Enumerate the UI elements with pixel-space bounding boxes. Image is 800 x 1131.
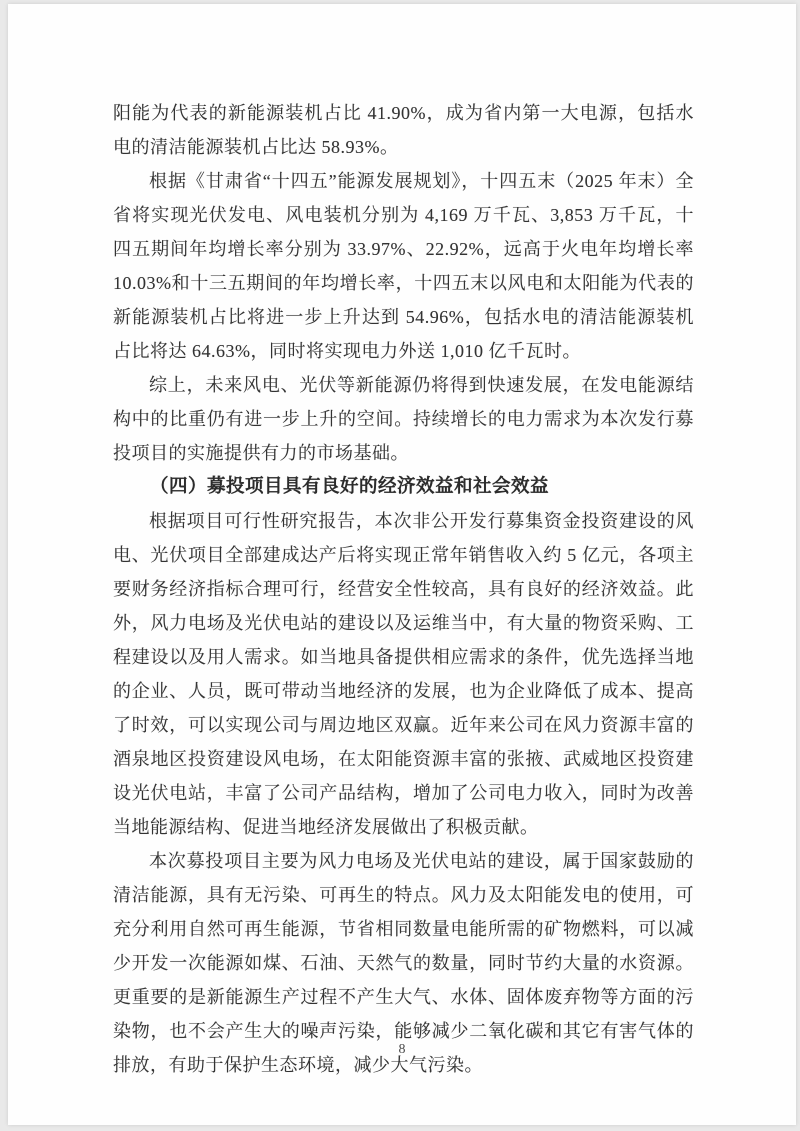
paragraph: 根据项目可行性研究报告，本次非公开发行募集资金投资建设的风电、光伏项目全部建成达产后将实现正常年销售收入约 5 亿元，各项主要财务经济指标合理可行，经营安全性较高，具有良好的经济效益。此外，风力电场及光伏电站的建设以及运维当中，有大量的物资采购、工程建设以及用人需求。如当地具备提供相应需求的条件，优先选择当地的企业、人员，既可带动当地经济的发展，也为企业降低了成本、提高了时效，可以实现公司与周边地区双赢。近年来公司在风力资源丰富的酒泉地区投资建设风电场，在太阳能资源丰富的张掖、武威地区投资建设光伏电站，丰富了公司产品结构，增加了公司电力收入，同时为改善当地能源结构、促进当地经济发展做出了积极贡献。 <box>113 511 694 837</box>
page-content <box>113 96 694 1082</box>
section-heading: （四）募投项目具有良好的经济效益和社会效益 <box>150 477 550 497</box>
paragraph: 综上，未来风电、光伏等新能源仍将得到快速发展，在发电能源结构中的比重仍有进一步上升的空间。持续增长的电力需求为本次发行募投项目的实施提供有力的市场基础。 <box>113 375 694 463</box>
paragraph: 本次募投项目主要为风力电场及光伏电站的建设，属于国家鼓励的清洁能源，具有无污染、可再生的特点。风力及太阳能发电的使用，可充分利用自然可再生能源，节省相同数量电能所需的矿物燃料，可以减少开发一次能源如煤、石油、天然气的数量，同时节约大量的水资源。更重要的是新能源生产过程不产生大气、水体、固体废弃物等方面的污染物，也不会产生大的噪声污染，能够减少二氧化碳和其它有害气体的排放，有助于保护生态环境，减少大气污染。 <box>113 851 694 1075</box>
document-page <box>8 4 796 1125</box>
paragraph: 根据《甘肃省“十四五”能源发展规划》，十四五末（2025 年末）全省将实现光伏发电、风电装机分别为 4,169 万千瓦、3,853 万千瓦，十四五期间年均增长率分别为 33.97%、22.92%，远高于火电年均增长率 10.03%和十三五期间的年均增长率，十四五末以风电和太阳能为代表的新能源装机占比将进一步上升达到 54.96%，包括水电的清洁能源装机占比将达 64.63%，同时将实现电力外送 1,010 亿千瓦时。 <box>113 171 694 361</box>
paragraph-continuation: 阳能为代表的新能源装机占比 41.90%，成为省内第一大电源，包括水电的清洁能源装机占比达 58.93%。 <box>113 103 694 157</box>
page-number: 8 <box>398 1042 406 1057</box>
